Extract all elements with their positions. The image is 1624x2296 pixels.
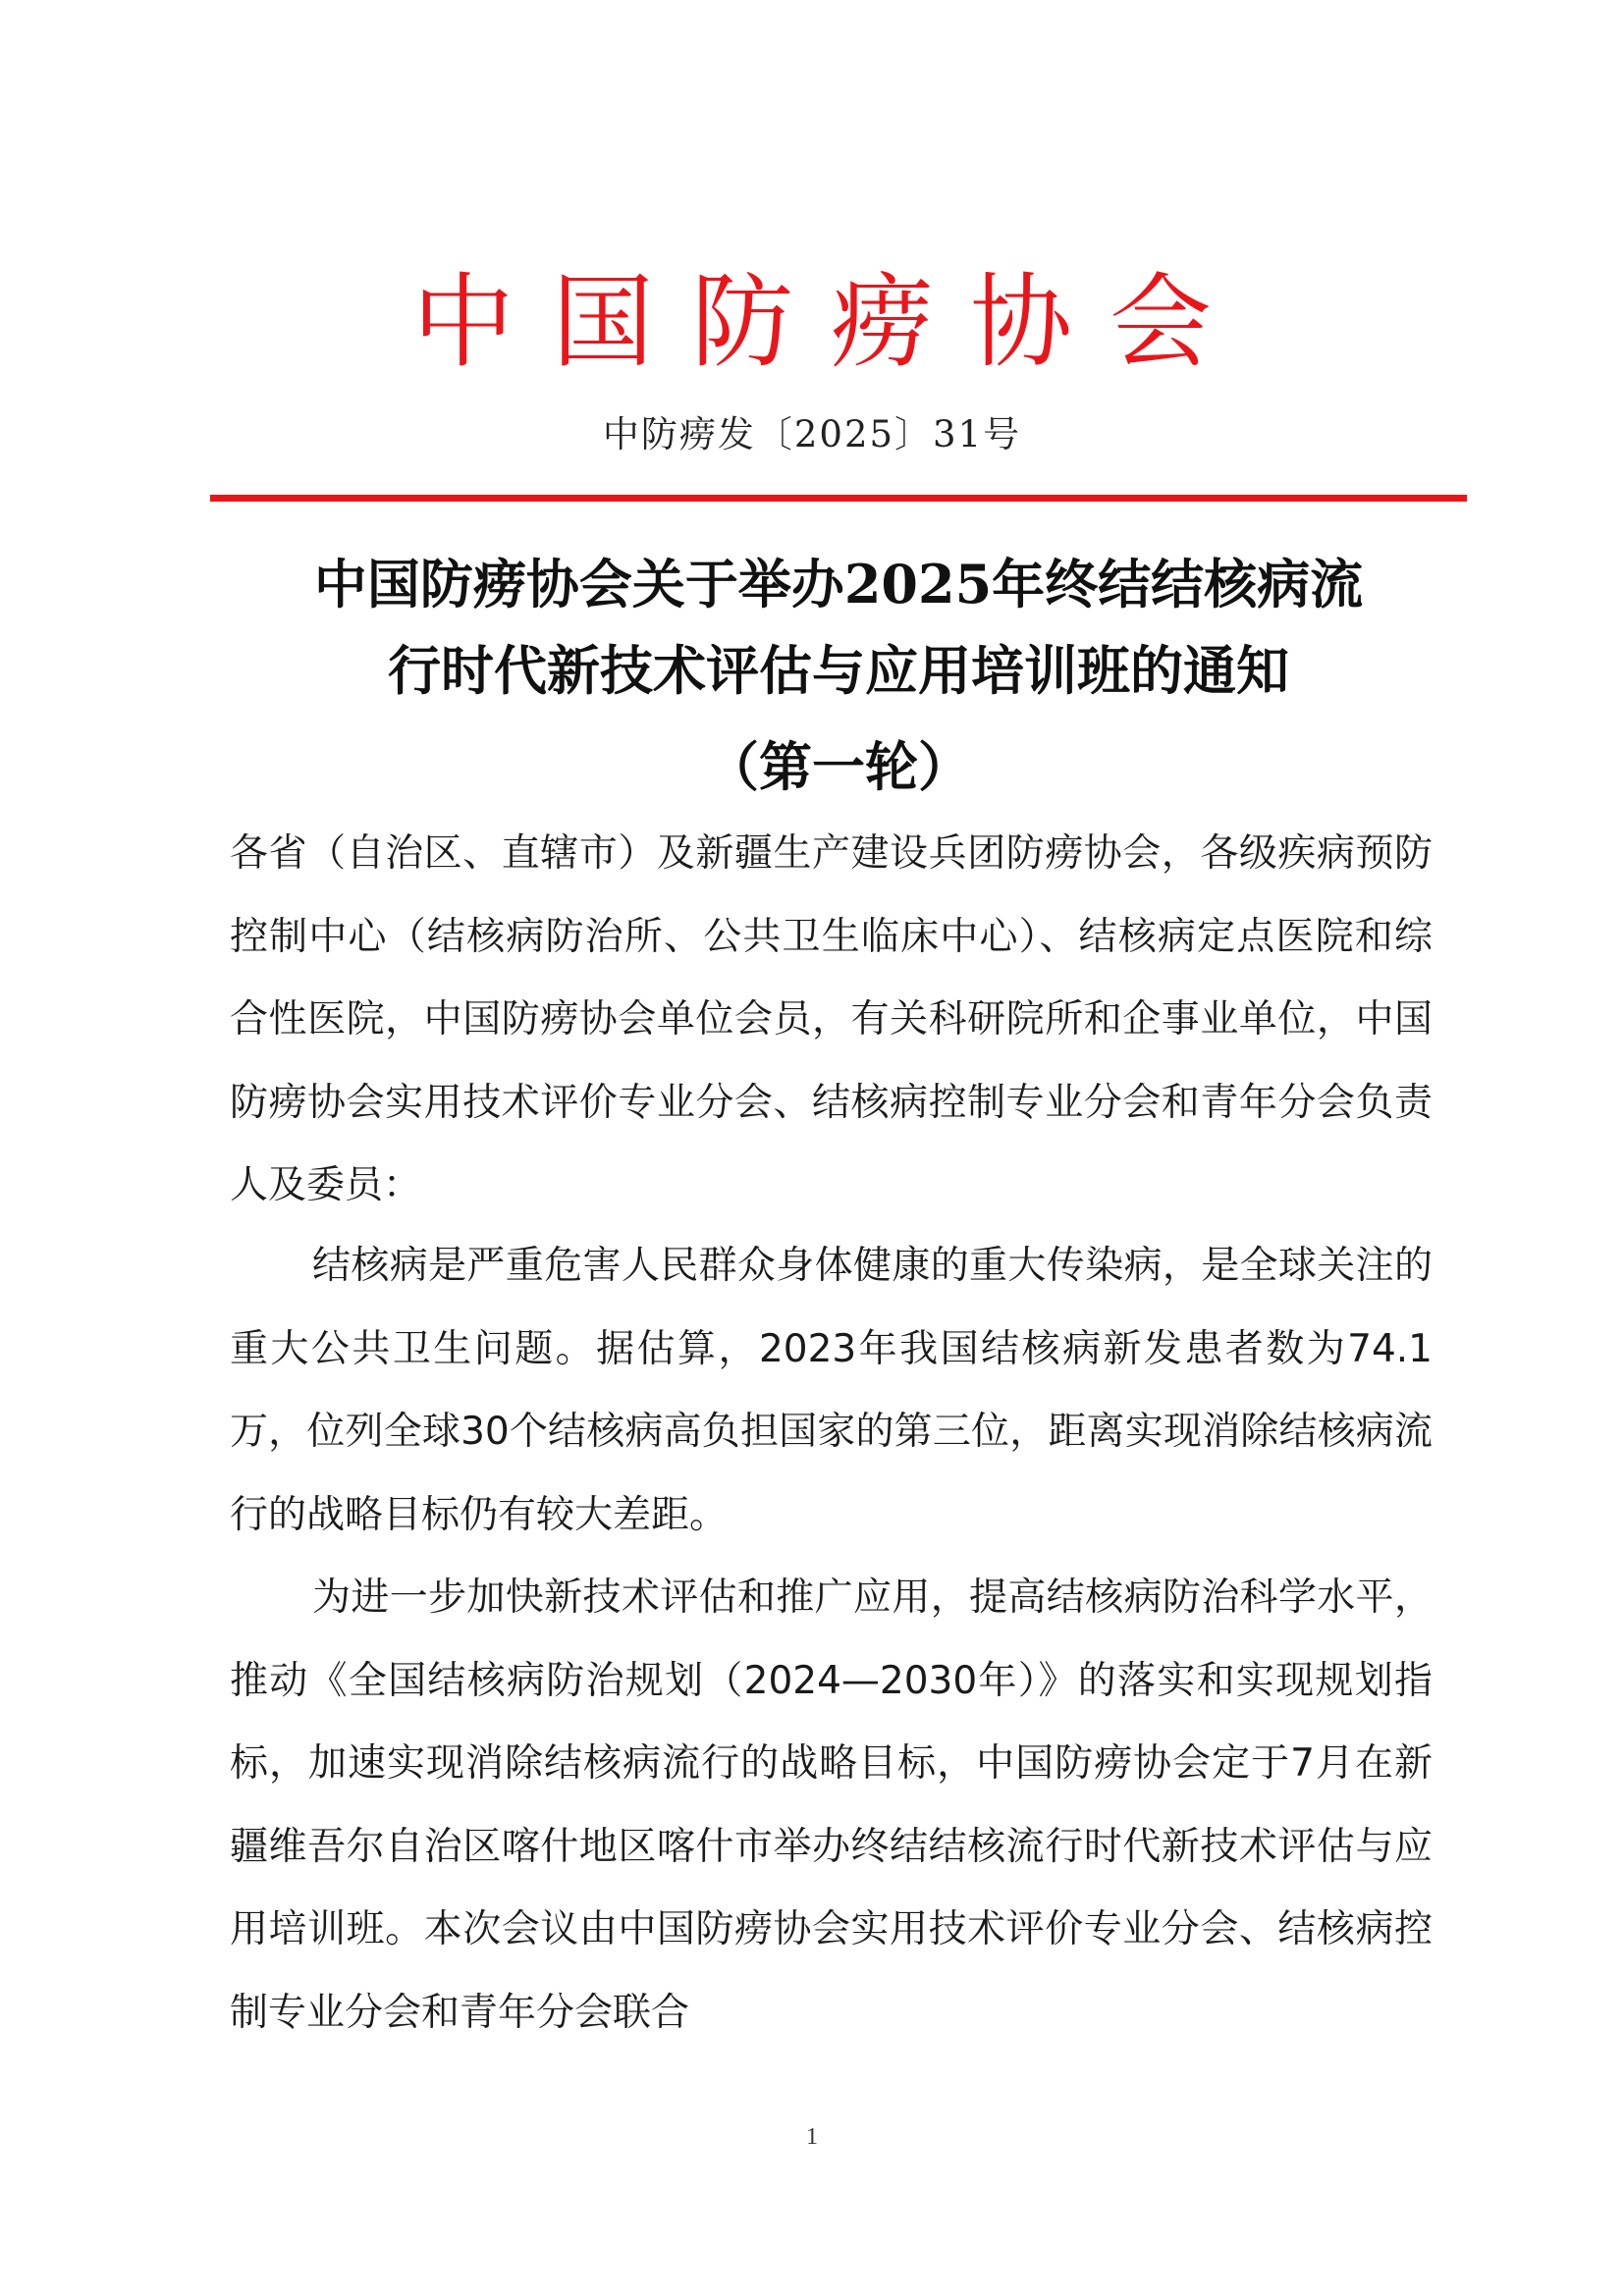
organization-letterhead: 中国防痨协会	[411, 262, 1249, 382]
document-title-line-2: 行时代新技术评估与应用培训班的通知	[388, 639, 1289, 702]
salutation-text: 各省（自治区、直辖市）及新疆生产建设兵团防痨协会，各级疾病预防控制中心（结核病防治所、公共卫生临床中心）、结核病定点医院和综合性医院，中国防痨协会单位会员，有关科研院所和企事业单位，中国防痨协会实用技术评价专业分会、结核病控制专业分会和青年分会负责人及委员：	[230, 831, 1433, 1207]
paragraph-text: 为进一步加快新技术评估和推广应用，提高结核病防治科学水平，推动《全国结核病防治规划（2024—2030年）》的落实和实现规划指标，加速实现消除结核病流行的战略目标，中国防痨协会定于7月在新疆维吾尔自治区喀什地区喀什市举办终结结核流行时代新技术评估与应用培训班。本次会议由中国防痨协会实用技术评价专业分会、结核病控制专业分会和青年分会联合	[230, 1575, 1433, 2035]
page-number: 1	[806, 2124, 818, 2150]
paragraph-text: 结核病是严重危害人民群众身体健康的重大传染病，是全球关注的重大公共卫生问题。据估算，2023年我国结核病新发患者数为74.1万，位列全球30个结核病高负担国家的第三位，距离实现消除结核病流行的战略目标仍有较大差距。	[230, 1244, 1433, 1537]
salutation-block	[230, 813, 1433, 1228]
document-title-round: （第一轮）	[706, 735, 971, 798]
document-number: 中防痨发〔2025〕31号	[602, 413, 1022, 455]
document-title-line-1: 中国防痨协会关于举办2025年终结结核病流	[313, 553, 1364, 615]
red-divider-line	[210, 495, 1467, 502]
body-paragraph-2	[230, 1557, 1433, 2055]
body-paragraph-1	[230, 1225, 1433, 1557]
